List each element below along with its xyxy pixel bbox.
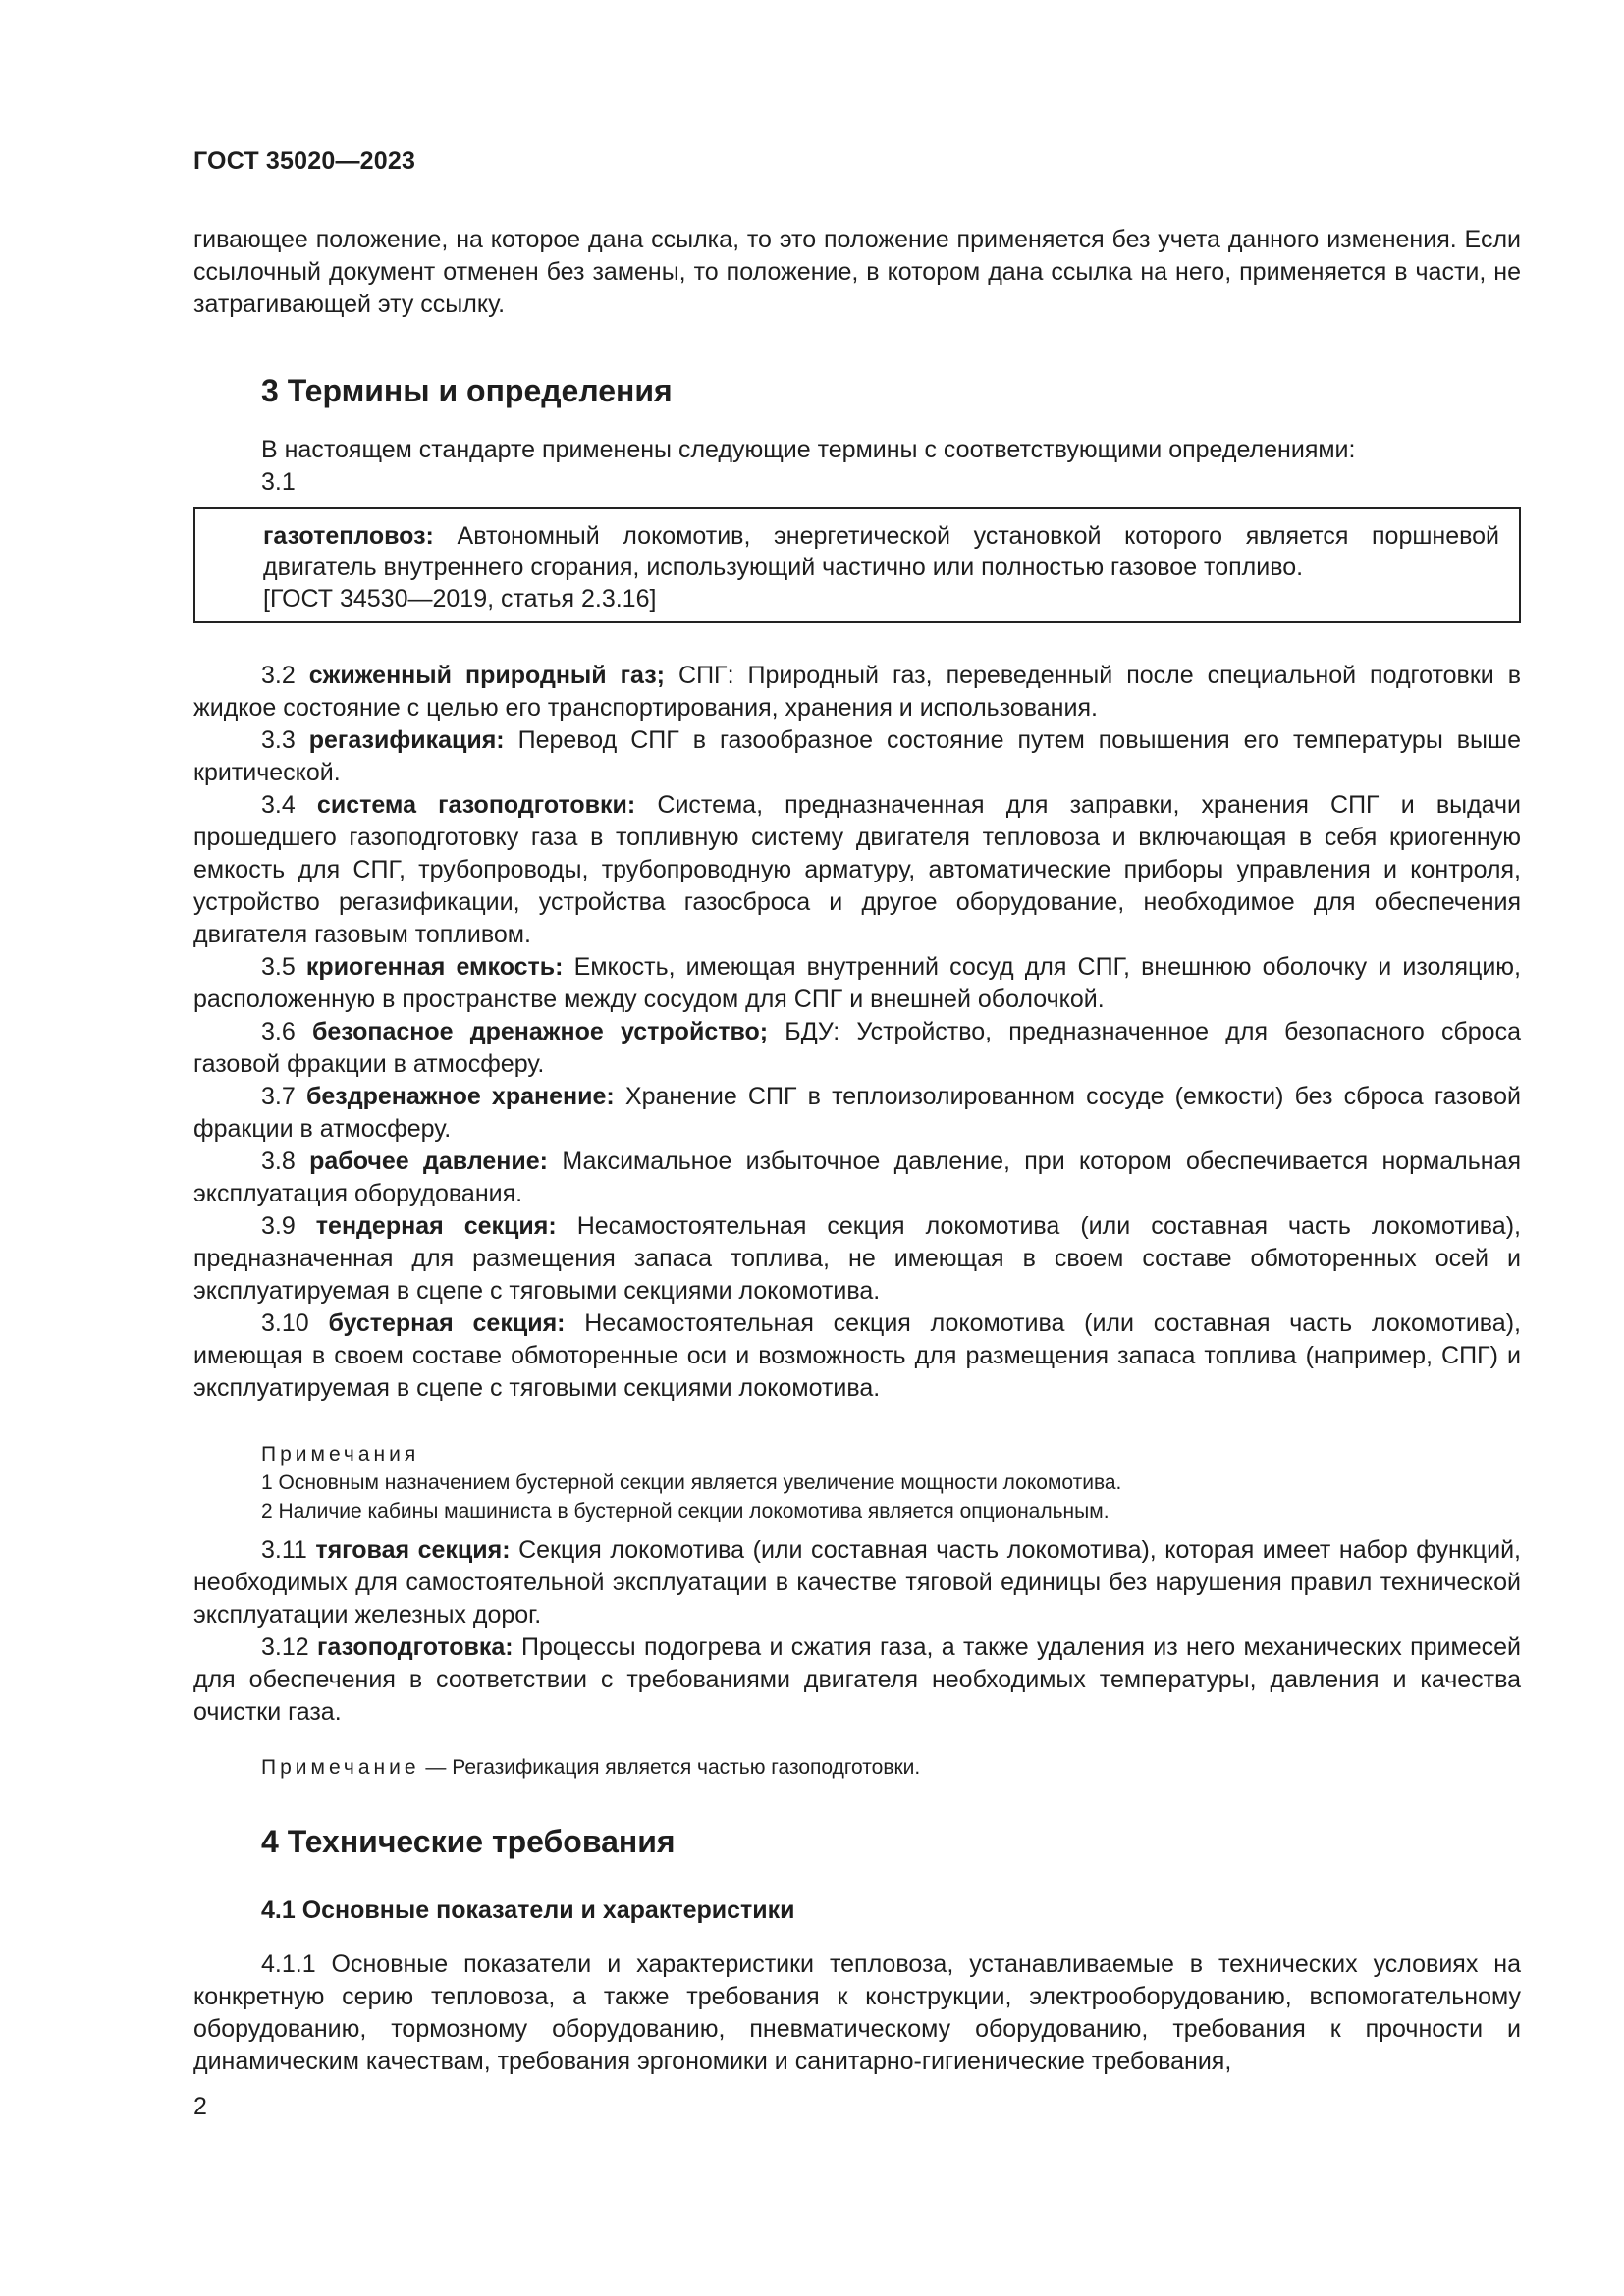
document-header: ГОСТ 35020—2023 xyxy=(193,147,416,175)
term-definition: Несамостоятельная секция локомотива (или составная часть локомотива), имеющая в своем составе обмоторенные оси и возможность для размещения запаса топлива (например, СПГ) и эксплуатируемая в сцепе с тяговыми секциями локомотива. xyxy=(193,1309,1521,1402)
notes-title: Примечания xyxy=(261,1443,420,1466)
term-3-1-reference: [ГОСТ 34530—2019, статья 2.3.16] xyxy=(263,585,657,613)
term-3-1-term: газотепловоз: xyxy=(263,522,434,550)
term-number: 3.2 xyxy=(261,662,296,689)
term-number: 3.11 xyxy=(261,1536,307,1564)
note-regasification-block xyxy=(193,1753,1521,1782)
term-entry xyxy=(193,1081,1521,1146)
term-definition: БДУ: Устройство, предназначенное для безопасного сброса газовой фракции в атмосферу. xyxy=(193,1018,1521,1078)
term-name: тяговая секция: xyxy=(315,1536,511,1564)
term-entry xyxy=(193,1308,1521,1405)
term-entry xyxy=(193,789,1521,951)
term-entry xyxy=(193,724,1521,789)
note-label: Примечание xyxy=(261,1756,420,1779)
term-definition: Секция локомотива (или составная часть локомотива), которая имеет набор функций, необходимых для самостоятельной эксплуатации в качестве тяговой единицы без нарушения правил технической эксплуатации железных дорог. xyxy=(193,1536,1521,1629)
term-definition: Несамостоятельная секция локомотива (или составная часть локомотива), предназначенная для размещения запаса топлива, не имеющая в своем составе обмоторенных осей и эксплуатируемая в сцепе с тяговыми секциями локомотива. xyxy=(193,1212,1521,1305)
term-name: безопасное дренажное устройство; xyxy=(311,1018,769,1045)
term-number: 3.6 xyxy=(261,1018,296,1045)
term-3-1-box xyxy=(193,507,1521,623)
note-regasification xyxy=(261,1753,1521,1782)
note-text: — Регазификация является частью газоподготовки. xyxy=(419,1756,921,1779)
page-number: 2 xyxy=(193,2093,207,2120)
term-definition: Максимальное избыточное давление, при котором обеспечивается нормальная эксплуатация оборудования. xyxy=(193,1148,1522,1207)
term-number: 3.9 xyxy=(261,1212,296,1240)
intro-paragraph-block xyxy=(193,224,1521,321)
terms-list-a xyxy=(193,660,1521,1405)
term-definition: СПГ: Природный газ, переведенный после специальной подготовки в жидкое состояние с целью его транспортирования, хранения и использования. xyxy=(193,662,1522,721)
term-definition: Хранение СПГ в теплоизолированном сосуде (емкости) без сброса газовой фракции в атмосферу. xyxy=(193,1083,1521,1143)
term-number: 3.3 xyxy=(261,726,296,754)
term-entry xyxy=(193,1534,1521,1631)
section-3-lead: В настоящем стандарте применены следующие термины с соответствующими определениями: xyxy=(261,436,1356,463)
term-number: 3.5 xyxy=(261,953,296,981)
term-number: 3.8 xyxy=(261,1148,296,1175)
term-name: тендерная секция: xyxy=(315,1212,557,1240)
term-definition: Емкость, имеющая внутренний сосуд для СПГ, внешнюю оболочку и изоляцию, расположенную в пространстве между сосудом для СПГ и внешней оболочкой. xyxy=(193,953,1521,1013)
term-name: криогенная емкость: xyxy=(305,953,564,981)
section-3-heading: 3 Термины и определения xyxy=(261,373,673,408)
term-3-1-definition xyxy=(263,520,1499,583)
term-number: 3.7 xyxy=(261,1083,296,1110)
intro-paragraph: гивающее положение, на которое дана ссылка, то это положение применяется без учета данного изменения. Если ссылочный документ отменен без замены, то положение, в котором дана ссылка на него, применяется в части, не затрагивающей эту ссылку. xyxy=(193,226,1521,318)
term-definition: Процессы подогрева и сжатия газа, а также удаления из него механических примесей для обеспечения в соответствии с требованиями двигателя необходимых температуры, давления и качества очистки газа. xyxy=(193,1633,1521,1726)
terms-list-b xyxy=(193,1534,1521,1729)
term-entry xyxy=(193,660,1521,724)
term-name: бустерная секция: xyxy=(328,1309,566,1337)
term-number: 3.12 xyxy=(261,1633,309,1661)
term-entry xyxy=(193,1210,1521,1308)
term-name: газоподготовка: xyxy=(317,1633,514,1661)
term-3-1-text: Автономный локомотив, энергетической установкой которого является поршневой двигатель внутреннего сгорания, использующий частично или полностью газовое топливо. xyxy=(263,522,1499,581)
notes-block xyxy=(193,1440,1521,1525)
term-entry xyxy=(193,1146,1521,1210)
section-4-1-heading: 4.1 Основные показатели и характеристики xyxy=(261,1896,795,1924)
term-name: система газоподготовки: xyxy=(316,791,636,819)
note-2: 2 Наличие кабины машиниста в бустерной секции локомотива является опциональным. xyxy=(261,1500,1110,1522)
section-4-heading: 4 Технические требования xyxy=(261,1824,676,1859)
term-name: регазификация: xyxy=(308,726,505,754)
term-name: сжиженный природный газ; xyxy=(308,662,666,689)
term-definition: Перевод СПГ в газообразное состояние путем повышения его температуры выше критической. xyxy=(193,726,1521,786)
section-3-lead-block xyxy=(193,434,1521,499)
term-name: рабочее давление: xyxy=(309,1148,548,1175)
term-entry xyxy=(193,1016,1521,1081)
term-number: 3.4 xyxy=(261,791,296,819)
paragraph-4-1-1-block xyxy=(193,1949,1521,2078)
term-number: 3.10 xyxy=(261,1309,309,1337)
term-definition: Система, предназначенная для заправки, хранения СПГ и выдачи прошедшего газоподготовку газа в топливную систему двигателя тепловоза и включающая в себя криогенную емкость для СПГ, трубопроводы, трубопроводную арматуру, автоматические приборы управления и контроля, устройство регазификации, устройства газосброса и другое оборудование, необходимое для обеспечения двигателя газовым топливом. xyxy=(193,791,1522,948)
note-1: 1 Основным назначением бустерной секции является увеличение мощности локомотива. xyxy=(261,1471,1122,1494)
term-entry xyxy=(193,1631,1521,1729)
term-3-1-number: 3.1 xyxy=(261,468,296,496)
term-entry xyxy=(193,951,1521,1016)
paragraph-4-1-1: 4.1.1 Основные показатели и характеристики тепловоза, устанавливаемые в технических условиях на конкретную серию тепловоза, а также требования к конструкции, электрооборудованию, вспомогательному оборудованию, тормозному оборудованию, пневматическому оборудованию, требования к прочности и динамическим качествам, требования эргономики и санитарно-гигиенические требования, xyxy=(193,1950,1521,2075)
term-name: бездренажное хранение: xyxy=(305,1083,615,1110)
